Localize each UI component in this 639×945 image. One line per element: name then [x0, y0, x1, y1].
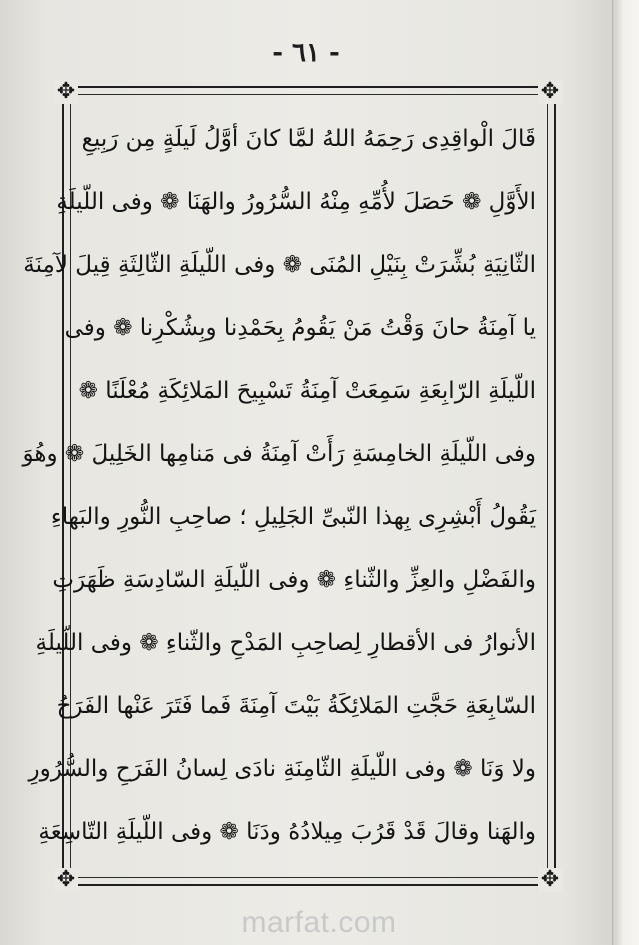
corner-ornament-icon: ✥ [54, 80, 78, 104]
corner-ornament-icon: ✥ [54, 868, 78, 892]
text-line: وفى اللّيلَةِ الخامِسَةِ رَأَتْ آمِنَةُ فى مَنامِها الخَلِيلَ ❁ وهُوَ [22, 441, 536, 467]
page-number: - ٦١ - [272, 38, 340, 68]
text-line: قَالَ الْواقِدِى رَحِمَهُ اللهُ لمَّا كانَ أوَّلُ لَيلَةٍ مِن رَبِيعِ [81, 126, 536, 152]
text-line: والهَنا وقالَ قَدْ قَرُبَ مِيلادُهُ ودَنَا ❁ وفى اللّيلَةِ التّاسِعَةِ [38, 819, 536, 845]
text-line: الأنوارُ فى الأقطارِ لِصاحِبِ المَدْحِ والثّناءِ ❁ وفى اللّيلَةِ [35, 630, 536, 656]
corner-ornament-icon: ✥ [538, 80, 562, 104]
text-line: اللّيلَةِ الرّابِعَةِ سَمِعَتْ آمِنَةُ تَسْبِيحَ المَلائِكَةِ مُعْلَنًا ❁ [78, 378, 536, 404]
page-edge [612, 0, 639, 945]
corner-ornament-icon: ✥ [538, 868, 562, 892]
text-line: الأَوَّلِ ❁ حَصَلَ لأُمِّهِ مِنْهُ السُّرُورُ والهَنَا ❁ وفى اللّيلَةِ [56, 189, 536, 215]
text-line: والفَضْلِ والعِزِّ والثّناءِ ❁ وفى اللّيلَةِ السّادِسَةِ ظَهَرَتِ [52, 567, 536, 593]
text-line: الثّانِيَةِ بُشِّرَتْ بِنَيْلِ المُنَى ❁ وفى اللّيلَةِ الثّالِثَةِ قِيلَ لآمِنَةَ [23, 252, 536, 278]
watermark: marfat.com [241, 906, 397, 939]
text-line: ولا وَنَا ❁ وفى اللّيلَةِ الثّامِنَةِ نادَى لِسانُ الفَرَحِ والسُّرُورِ [28, 756, 536, 782]
text-line: السّابِعَةِ حَجَّتِ المَلائِكَةُ بَيْتَ آمِنَةَ فَما فَتَرَ عَنْها الفَرَحُ [56, 693, 536, 719]
body-text [22, 108, 536, 864]
text-line: يا آمِنَةُ حانَ وَقْتُ مَنْ يَقُومُ بِحَمْدِنا وبِشُكْرِنا ❁ وفى [64, 315, 536, 341]
text-line: يَقُولُ أَبْشِرِى بِهذا النّبىِّ الجَلِيلِ ؛ صاحِبِ النُّورِ والبَهاءِ [50, 504, 536, 530]
